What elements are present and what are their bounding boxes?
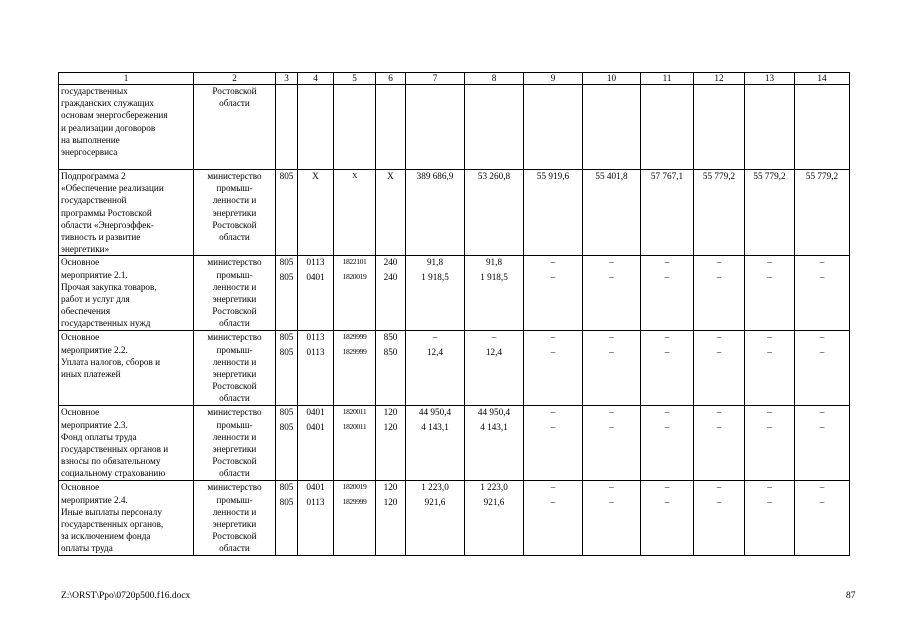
cell-value: 805 [279, 407, 294, 418]
value-cell-col-9 [524, 406, 583, 481]
cell-value: 805 [279, 482, 294, 493]
cell-value: 240 [383, 257, 398, 268]
cell-value: – [664, 421, 670, 432]
cell-value: X [351, 171, 358, 180]
file-path: Z:\ORST\Ppo\0720p500.f16.docx [61, 591, 191, 601]
cell-value: 921,6 [483, 496, 505, 507]
cell-value: 1822101 [342, 257, 367, 267]
cell-value: 1 918,5 [421, 271, 449, 282]
cell-value: – [609, 407, 614, 418]
value-cell-col-7 [406, 170, 465, 256]
column-number-11: 11 [641, 73, 694, 85]
cell-value: – [716, 496, 722, 507]
cell-value: 1820019 [342, 482, 367, 492]
responsible-executor: министерство промыш- ленности и энергетики Ростовской области [194, 256, 276, 331]
cell-value: – [716, 346, 722, 357]
responsible-executor: министерство промыш- ленности и энергетики Ростовской области [194, 170, 276, 256]
value-cell-col-13 [745, 481, 795, 555]
cell-value: – [716, 257, 722, 268]
value-cell-col-9 [524, 85, 583, 170]
cell-value: – [819, 271, 825, 282]
value-cell-col-13 [745, 256, 795, 331]
value-cell-col-4 [298, 406, 334, 481]
cell-value: 389 686,9 [416, 171, 454, 181]
cell-value: – [716, 482, 722, 493]
activity-name: Подпрограмма 2 «Обеспечение реализации государственной программы Ростовской области «Энергоэффек- тивность и развитие энергетики» [59, 170, 194, 256]
value-cell-col-5 [334, 85, 376, 170]
value-cell-col-10 [583, 481, 641, 555]
value-cell-col-9 [524, 481, 583, 555]
cell-value: 0113 [306, 496, 325, 507]
value-cell-col-14 [795, 331, 850, 406]
cell-value: – [664, 257, 670, 268]
value-cell-col-14 [795, 406, 850, 481]
cell-value: 0401 [306, 421, 325, 432]
activity-name: Основное мероприятие 2.3. Фонд оплаты труда государственных органов и взносы по обязательному социальному страхованию [59, 406, 194, 481]
value-cell-col-5 [334, 170, 376, 256]
column-number-13: 13 [745, 73, 795, 85]
cell-value: 0113 [306, 257, 325, 268]
cell-value: 921,6 [424, 496, 446, 507]
value-cell-col-8 [465, 85, 524, 170]
cell-value: – [664, 482, 670, 493]
cell-value: 0401 [306, 407, 325, 418]
value-cell-col-8 [465, 481, 524, 555]
column-number-row [59, 73, 850, 85]
cell-value: – [609, 421, 614, 432]
value-cell-col-14 [795, 85, 850, 170]
cell-value: – [819, 482, 825, 493]
value-cell-col-13 [745, 331, 795, 406]
activity-name: Основное мероприятие 2.1. Прочая закупка товаров, работ и услуг для обеспечения государственных нужд [59, 256, 194, 331]
column-number-3: 3 [276, 73, 298, 85]
value-cell-col-4 [298, 256, 334, 331]
cell-value: – [819, 346, 825, 357]
cell-value: – [432, 332, 438, 343]
table-row [59, 170, 850, 256]
value-cell-col-10 [583, 406, 641, 481]
value-cell-col-8 [465, 406, 524, 481]
cell-value: – [664, 271, 670, 282]
table-row [59, 481, 850, 555]
cell-value: – [550, 271, 556, 282]
cell-value: – [716, 332, 722, 343]
value-cell-col-13 [745, 406, 795, 481]
cell-value: 805 [279, 346, 294, 357]
value-cell-col-11 [641, 331, 694, 406]
value-cell-col-7 [406, 85, 465, 170]
value-cell-col-10 [583, 170, 641, 256]
value-cell-col-5 [334, 406, 376, 481]
column-number-4: 4 [298, 73, 334, 85]
cell-value: 53 260,8 [477, 171, 511, 181]
cell-value: – [550, 407, 556, 418]
cell-value: 1 223,0 [480, 482, 508, 493]
value-cell-col-8 [465, 256, 524, 331]
value-cell-col-9 [524, 256, 583, 331]
cell-value: 120 [383, 496, 398, 507]
value-cell-col-14 [795, 170, 850, 256]
value-cell-col-3 [276, 85, 298, 170]
cell-value: X [387, 171, 394, 181]
value-cell-col-11 [641, 481, 694, 555]
cell-value: 91,8 [485, 257, 503, 268]
cell-value: – [819, 496, 825, 507]
cell-value: 1829999 [342, 332, 367, 342]
cell-value: 12,4 [485, 346, 503, 357]
cell-value: – [767, 271, 772, 282]
cell-value: 850 [383, 332, 398, 343]
value-cell-col-4 [298, 481, 334, 555]
value-cell-col-4 [298, 331, 334, 406]
column-number-12: 12 [694, 73, 745, 85]
value-cell-col-3 [276, 481, 298, 555]
activity-name: Основное мероприятие 2.4. Иные выплаты персоналу государственных органов, за исключением фонда оплаты труда [59, 481, 194, 555]
cell-value: – [716, 271, 722, 282]
cell-value: 240 [383, 271, 398, 282]
cell-value: 0113 [306, 346, 325, 357]
value-cell-col-10 [583, 85, 641, 170]
table-row [59, 256, 850, 331]
column-number-8: 8 [465, 73, 524, 85]
value-cell-col-3 [276, 406, 298, 481]
value-cell-col-11 [641, 406, 694, 481]
cell-value: 1829999 [342, 346, 367, 356]
cell-value: – [767, 407, 772, 418]
value-cell-col-12 [694, 481, 745, 555]
cell-value: – [609, 482, 614, 493]
cell-value: 57 767,1 [650, 171, 684, 181]
cell-value: 120 [383, 421, 398, 432]
cell-value: 805 [279, 257, 294, 268]
value-cell-col-13 [745, 170, 795, 256]
responsible-executor: Ростовской области [194, 85, 276, 170]
cell-value: – [550, 421, 556, 432]
value-cell-col-7 [406, 406, 465, 481]
value-cell-col-13 [745, 85, 795, 170]
cell-value: – [767, 346, 772, 357]
value-cell-col-8 [465, 331, 524, 406]
cell-value: 120 [383, 482, 398, 493]
value-cell-col-12 [694, 256, 745, 331]
cell-value: – [819, 407, 825, 418]
cell-value: 850 [383, 346, 398, 357]
cell-value: 55 779,2 [805, 171, 839, 181]
cell-value: 805 [279, 332, 294, 343]
value-cell-col-7 [406, 481, 465, 555]
cell-value: – [664, 496, 670, 507]
value-cell-col-6 [376, 481, 406, 555]
column-number-7: 7 [406, 73, 465, 85]
cell-value: 0113 [306, 332, 325, 343]
cell-value: 805 [279, 271, 294, 282]
cell-value: 1820011 [342, 407, 367, 417]
cell-value: 55 779,2 [753, 171, 786, 181]
value-cell-col-6 [376, 331, 406, 406]
value-cell-col-9 [524, 331, 583, 406]
value-cell-col-12 [694, 406, 745, 481]
value-cell-col-7 [406, 256, 465, 331]
value-cell-col-11 [641, 85, 694, 170]
cell-value: 805 [279, 171, 294, 181]
cell-value: 120 [383, 407, 398, 418]
table-row [59, 85, 850, 170]
cell-value: – [819, 421, 825, 432]
table-row [59, 406, 850, 481]
cell-value: 1 223,0 [421, 482, 449, 493]
value-cell-col-3 [276, 331, 298, 406]
value-cell-col-12 [694, 331, 745, 406]
cell-value: 55 919,6 [536, 171, 570, 181]
responsible-executor: министерство промыш- ленности и энергетики Ростовской области [194, 406, 276, 481]
value-cell-col-12 [694, 170, 745, 256]
value-cell-col-12 [694, 85, 745, 170]
column-number-6: 6 [376, 73, 406, 85]
cell-value: – [819, 257, 825, 268]
value-cell-col-14 [795, 481, 850, 555]
value-cell-col-6 [376, 85, 406, 170]
responsible-executor: министерство промыш- ленности и энергетики Ростовской области [194, 481, 276, 555]
cell-value: 4 143,1 [421, 421, 449, 432]
value-cell-col-3 [276, 170, 298, 256]
value-cell-col-6 [376, 170, 406, 256]
cell-value: – [491, 332, 497, 343]
cell-value: – [550, 332, 556, 343]
column-number-1: 1 [59, 73, 194, 85]
value-cell-col-10 [583, 256, 641, 331]
value-cell-col-8 [465, 170, 524, 256]
cell-value: 0401 [306, 271, 325, 282]
cell-value: – [609, 332, 614, 343]
value-cell-col-6 [376, 256, 406, 331]
value-cell-col-3 [276, 256, 298, 331]
value-cell-col-11 [641, 256, 694, 331]
value-cell-col-10 [583, 331, 641, 406]
cell-value: 55 401,8 [595, 171, 628, 181]
table-row [59, 331, 850, 406]
column-number-14: 14 [795, 73, 850, 85]
value-cell-col-6 [376, 406, 406, 481]
value-cell-col-5 [334, 256, 376, 331]
cell-value: 805 [279, 421, 294, 432]
cell-value: X [312, 171, 319, 181]
value-cell-col-9 [524, 170, 583, 256]
cell-value: – [550, 346, 556, 357]
cell-value: – [550, 482, 556, 493]
cell-value: – [664, 346, 670, 357]
column-number-10: 10 [583, 73, 641, 85]
cell-value: 44 950,4 [418, 407, 452, 418]
cell-value: 4 143,1 [480, 421, 508, 432]
cell-value: 1820011 [342, 421, 367, 431]
cell-value: – [767, 257, 772, 268]
cell-value: 44 950,4 [477, 407, 511, 418]
table-body [59, 73, 850, 556]
cell-value: 1 918,5 [480, 271, 508, 282]
value-cell-col-7 [406, 331, 465, 406]
cell-value: – [609, 346, 614, 357]
value-cell-col-14 [795, 256, 850, 331]
value-cell-col-5 [334, 331, 376, 406]
value-cell-col-5 [334, 481, 376, 555]
activity-name: государственных гражданских служащих основам энергосбережения и реализации договоров на выполнение энергосервиса [59, 85, 194, 170]
cell-value: – [767, 482, 772, 493]
cell-value: – [550, 496, 556, 507]
cell-value: 0401 [306, 482, 325, 493]
cell-value: 805 [279, 496, 294, 507]
value-cell-col-4 [298, 85, 334, 170]
value-cell-col-11 [641, 170, 694, 256]
cell-value: 1820019 [342, 271, 367, 281]
cell-value: – [609, 271, 614, 282]
activity-name: Основное мероприятие 2.2. Уплата налогов, сборов и иных платежей [59, 331, 194, 406]
cell-value: – [664, 332, 670, 343]
page-number: 87 [846, 591, 856, 601]
cell-value: 1829999 [342, 496, 367, 506]
budget-table [58, 72, 850, 556]
cell-value: – [819, 332, 825, 343]
cell-value: – [664, 407, 670, 418]
value-cell-col-4 [298, 170, 334, 256]
column-number-9: 9 [524, 73, 583, 85]
column-number-5: 5 [334, 73, 376, 85]
cell-value: – [550, 257, 556, 268]
cell-value: – [767, 332, 772, 343]
cell-value: 55 779,2 [702, 171, 736, 181]
cell-value: – [609, 257, 614, 268]
responsible-executor: министерство промыш- ленности и энергетики Ростовской области [194, 331, 276, 406]
column-number-2: 2 [194, 73, 276, 85]
cell-value: 12,4 [426, 346, 444, 357]
cell-value: – [716, 421, 722, 432]
cell-value: – [767, 496, 772, 507]
cell-value: – [716, 407, 722, 418]
cell-value: 91,8 [426, 257, 444, 268]
cell-value: – [767, 421, 772, 432]
cell-value: – [609, 496, 614, 507]
